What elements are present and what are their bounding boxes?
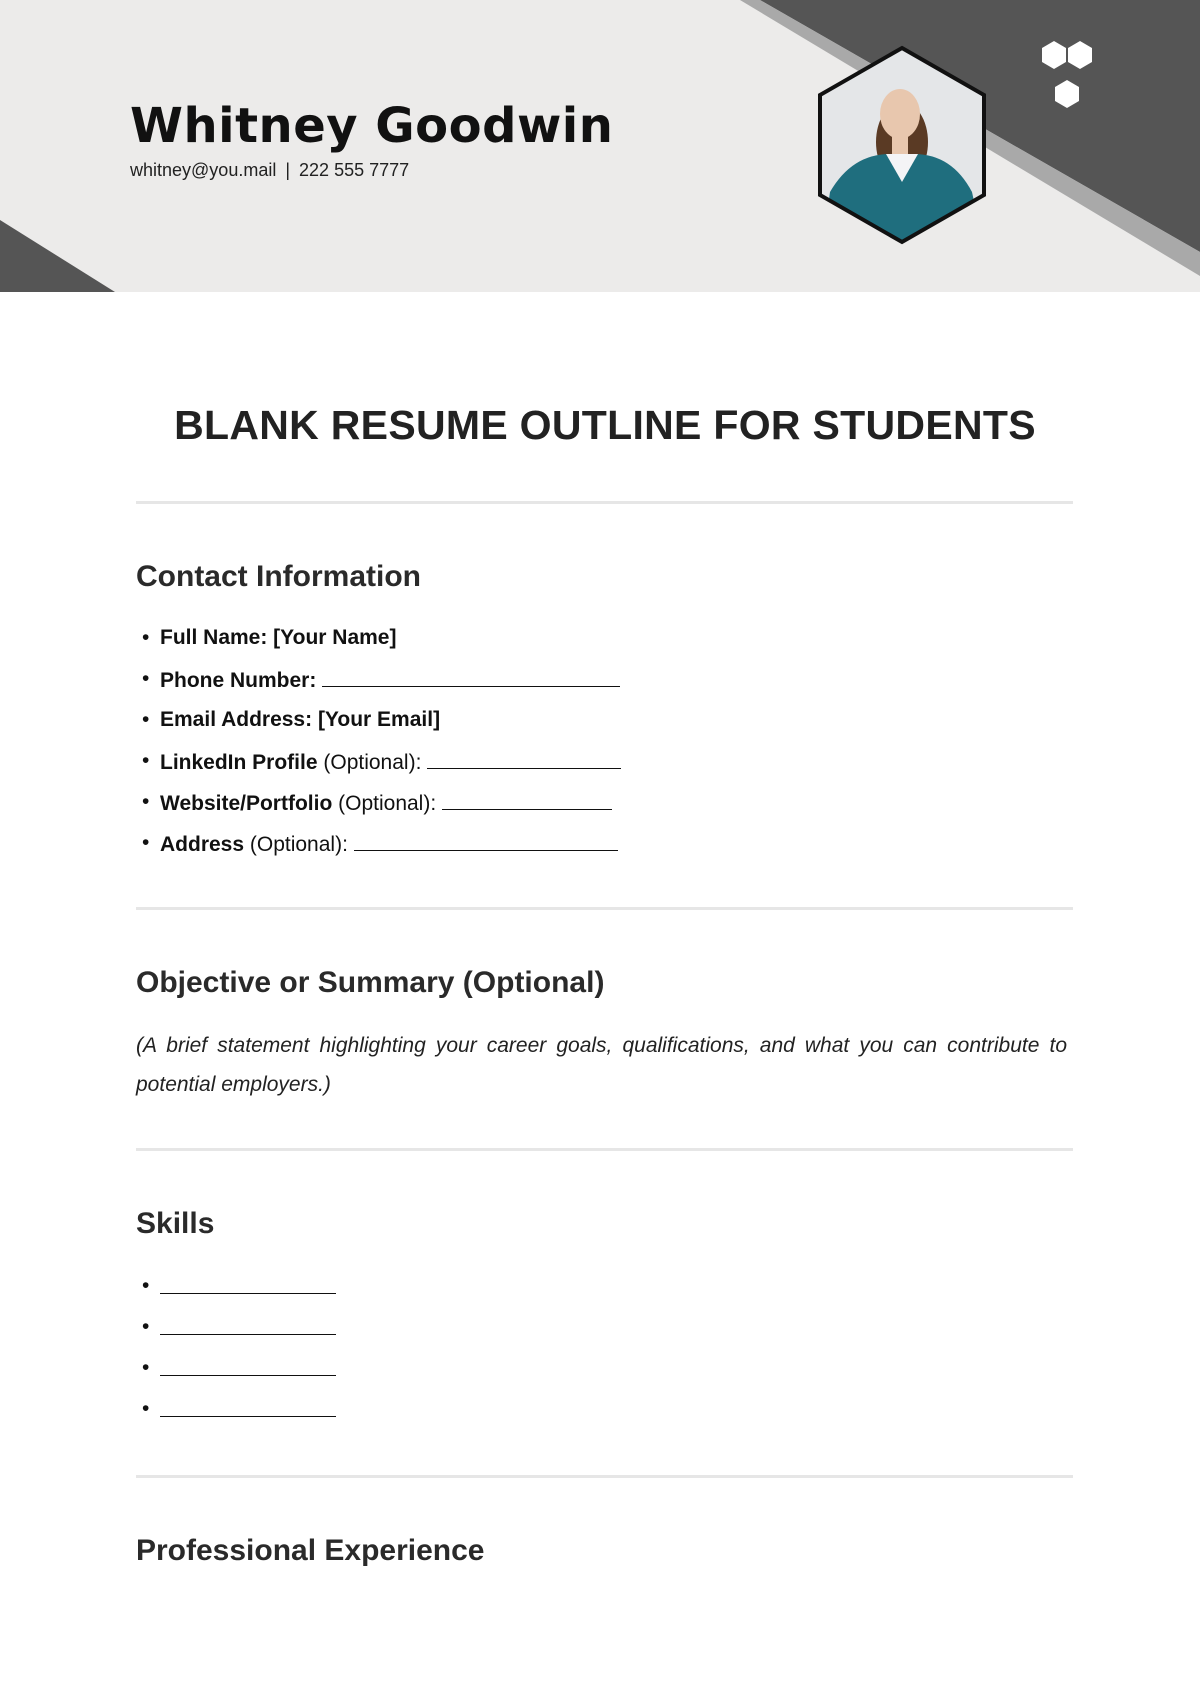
list-item xyxy=(136,626,621,667)
contact-information-list xyxy=(136,626,621,872)
header-email: whitney@you.mail xyxy=(130,160,277,180)
fill-in-blank xyxy=(442,790,612,810)
professional-experience-heading: Professional Experience xyxy=(136,1534,485,1567)
list-item xyxy=(136,790,621,831)
header-phone: 222 555 7777 xyxy=(299,160,410,180)
fill-in-blank xyxy=(354,831,618,851)
list-item-label: Address xyxy=(160,833,245,856)
photo-face xyxy=(880,89,920,139)
list-item-label: LinkedIn Profile xyxy=(160,751,318,774)
resume-header xyxy=(0,0,1200,292)
list-item-label: Email Address: [Your Email] xyxy=(160,708,441,731)
list-item xyxy=(136,831,621,872)
objective-heading: Objective or Summary (Optional) xyxy=(136,966,605,999)
divider xyxy=(136,1148,1073,1151)
contact-information-heading: Contact Information xyxy=(136,560,421,593)
fill-in-blank xyxy=(160,1397,336,1417)
fill-in-blank xyxy=(427,749,621,769)
header-contact-line xyxy=(130,160,409,181)
list-item xyxy=(136,1274,336,1315)
fill-in-blank xyxy=(160,1356,336,1376)
divider xyxy=(136,1475,1073,1478)
objective-text: (A brief statement highlighting your career goals, qualifications, and what you can contribute to potential employers.) xyxy=(136,1034,1067,1096)
skills-list xyxy=(136,1274,336,1438)
list-item xyxy=(136,667,621,708)
list-item-label: Website/Portfolio xyxy=(160,792,333,815)
header-separator: | xyxy=(285,160,291,180)
list-item-label: Phone Number: xyxy=(160,669,317,692)
document-title: BLANK RESUME OUTLINE FOR STUDENTS xyxy=(174,402,1036,448)
list-item xyxy=(136,749,621,790)
profile-photo xyxy=(812,42,992,248)
list-item-suffix: (Optional): xyxy=(249,833,348,856)
list-item xyxy=(136,1397,336,1438)
skills-heading: Skills xyxy=(136,1207,215,1240)
list-item xyxy=(136,708,621,749)
fill-in-blank xyxy=(160,1274,336,1294)
bottom-left-dark-triangle xyxy=(0,220,115,292)
divider xyxy=(136,501,1073,504)
list-item xyxy=(136,1315,336,1356)
fill-in-blank xyxy=(160,1315,336,1335)
divider xyxy=(136,907,1073,910)
list-item-suffix: (Optional): xyxy=(323,751,422,774)
candidate-name: Whitney Goodwin xyxy=(130,98,614,154)
list-item-suffix: (Optional): xyxy=(338,792,437,815)
fill-in-blank xyxy=(322,667,620,687)
list-item xyxy=(136,1356,336,1397)
list-item-label: Full Name: [Your Name] xyxy=(160,626,397,649)
